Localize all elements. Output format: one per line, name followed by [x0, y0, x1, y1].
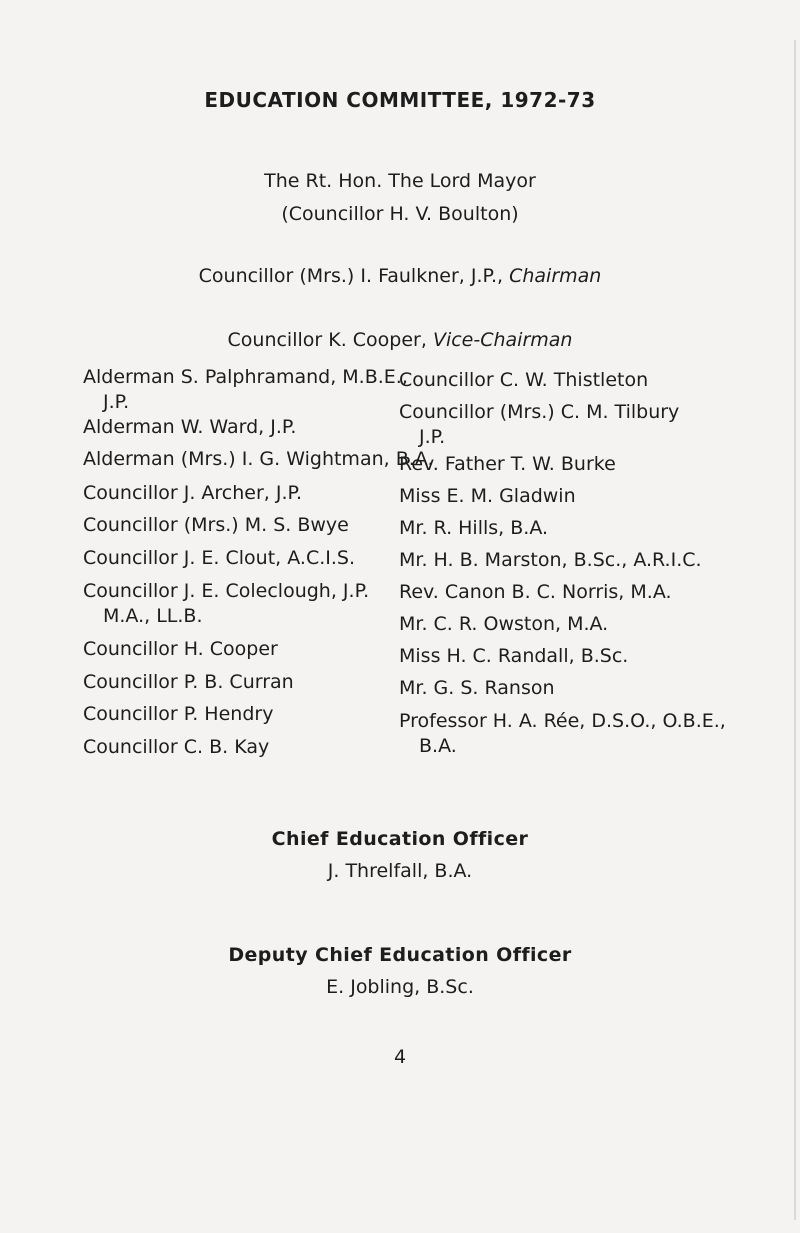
member-name: Mr. H. B. Marston, B.Sc., A.R.I.C.: [399, 549, 702, 571]
page-title: EDUCATION COMMITTEE, 1972-73: [204, 88, 596, 112]
member-name: Professor H. A. Rée, D.S.O., O.B.E.,: [399, 710, 726, 732]
member-entry: [83, 513, 433, 546]
chairman-line: [0, 265, 800, 287]
member-entry: [399, 400, 726, 452]
member-name: Councillor (Mrs.) M. S. Bwye: [83, 514, 349, 536]
member-entry: [399, 368, 726, 400]
member-name: Councillor P. Hendry: [83, 703, 274, 725]
member-entry: [83, 365, 433, 415]
page-number: 4: [393, 1046, 407, 1068]
member-name-cont: M.A., LL.B.: [103, 605, 203, 627]
member-name: Councillor J. Archer, J.P.: [83, 482, 303, 504]
deputy-officer-heading: Deputy Chief Education Officer: [228, 944, 572, 966]
member-entry: [399, 676, 726, 709]
member-entry: [83, 579, 433, 637]
member-entry: [83, 447, 433, 481]
vice-chairman-role: Vice-Chairman: [432, 329, 573, 351]
member-name: Mr. G. S. Ranson: [399, 677, 555, 699]
member-entry: [83, 670, 433, 702]
member-name: Councillor H. Cooper: [83, 638, 278, 660]
member-name: Councillor (Mrs.) C. M. Tilbury: [399, 401, 680, 423]
member-name: Councillor C. B. Kay: [83, 736, 270, 758]
member-entry: [399, 612, 726, 644]
chairman-role: Chairman: [509, 265, 602, 287]
member-name: Alderman S. Palphramand, M.B.E.,: [83, 366, 408, 388]
member-entry: [83, 415, 433, 447]
member-name: Rev. Canon B. C. Norris, M.A.: [399, 581, 672, 603]
member-entry: [83, 546, 433, 579]
member-name: Rev. Father T. W. Burke: [399, 453, 616, 475]
right-member-list: [399, 368, 726, 759]
member-entry: [83, 702, 433, 735]
member-entry: [83, 637, 433, 670]
chief-officer-name: J. Threlfall, B.A.: [327, 860, 473, 882]
mayor-name: (Councillor H. V. Boulton): [281, 203, 519, 225]
deputy-officer-name: E. Jobling, B.Sc.: [326, 976, 474, 998]
chief-officer-heading: Chief Education Officer: [271, 828, 529, 850]
member-name-cont: B.A.: [419, 735, 457, 757]
member-entry: [83, 735, 433, 760]
member-name: Councillor P. B. Curran: [83, 671, 294, 693]
member-name: Miss H. C. Randall, B.Sc.: [399, 645, 629, 667]
member-name: Councillor J. E. Clout, A.C.I.S.: [83, 547, 355, 569]
member-name: Councillor C. W. Thistleton: [399, 369, 649, 391]
mayor-title: The Rt. Hon. The Lord Mayor: [264, 170, 536, 192]
member-name: Mr. C. R. Owston, M.A.: [399, 613, 609, 635]
member-name-cont: J.P.: [419, 426, 446, 448]
member-name: Councillor J. E. Coleclough, J.P.: [83, 580, 370, 602]
member-entry: [399, 484, 726, 516]
member-name: Alderman (Mrs.) I. G. Wightman, B.A.: [83, 448, 434, 470]
member-entry: [399, 548, 726, 580]
vice-chairman-name: Councillor K. Cooper,: [227, 329, 433, 351]
member-name: Alderman W. Ward, J.P.: [83, 416, 297, 438]
member-entry: [83, 481, 433, 513]
member-entry: [399, 644, 726, 676]
member-entry: [399, 580, 726, 612]
member-name: Miss E. M. Gladwin: [399, 485, 576, 507]
member-name: Mr. R. Hills, B.A.: [399, 517, 549, 539]
chairman-name: Councillor (Mrs.) I. Faulkner, J.P.,: [198, 265, 510, 287]
vice-chairman-line: [0, 329, 800, 351]
member-entry: [399, 709, 726, 759]
member-name-cont: J.P.: [103, 391, 130, 413]
left-member-list: [83, 365, 433, 760]
member-entry: [399, 516, 726, 548]
member-entry: [399, 452, 726, 484]
